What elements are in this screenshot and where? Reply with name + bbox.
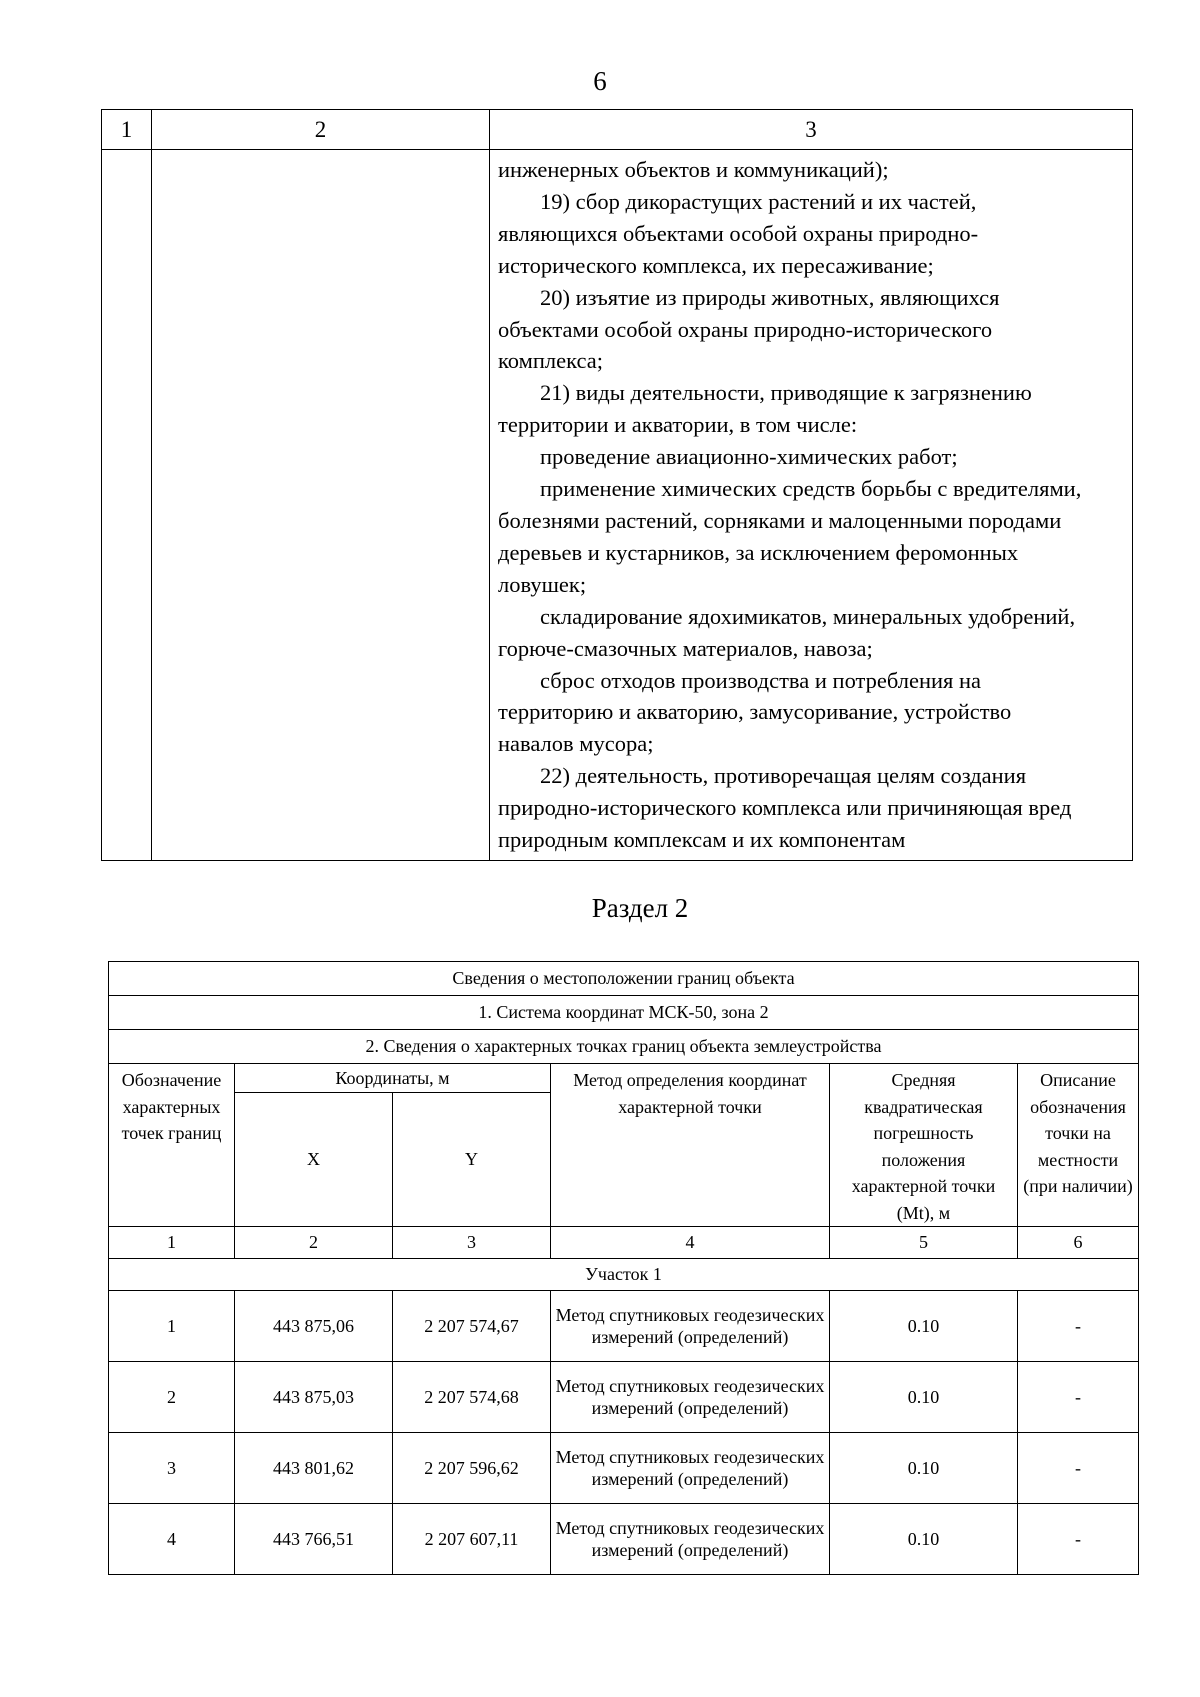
header-col-3: 3 <box>490 110 1133 150</box>
column-number: 3 <box>393 1227 551 1259</box>
text-line: территорию и акваторию, замусоривание, устройство <box>498 699 1012 725</box>
text-line: комплекса; <box>498 348 603 374</box>
point-description: - <box>1018 1291 1139 1362</box>
point-y: 2 207 596,62 <box>393 1433 551 1504</box>
column-number: 2 <box>235 1227 393 1259</box>
header-y: Y <box>393 1093 551 1227</box>
header-x: X <box>235 1093 393 1227</box>
point-number: 4 <box>109 1504 235 1575</box>
text-line: территории и акватории, в том числе: <box>498 412 858 438</box>
point-x: 443 766,51 <box>235 1504 393 1575</box>
text-line: ловушек; <box>498 571 587 597</box>
point-description: - <box>1018 1433 1139 1504</box>
point-number: 3 <box>109 1433 235 1504</box>
table-title-row <box>109 962 1139 996</box>
text-line: 21) виды деятельности, приводящие к загрязнению <box>540 380 1032 406</box>
text-line: складирование ядохимикатов, минеральных удобрений, <box>540 603 1076 629</box>
point-method: Метод спутниковых геодезических измерений (определений) <box>551 1362 830 1433</box>
text-line: деревьев и кустарников, за исключением феромонных <box>498 539 1019 565</box>
point-error: 0.10 <box>830 1291 1018 1362</box>
text-line: инженерных объектов и коммуникаций); <box>498 157 889 182</box>
point-y: 2 207 607,11 <box>393 1504 551 1575</box>
column-number: 1 <box>109 1227 235 1259</box>
column-numbers-row <box>109 1227 1139 1259</box>
point-x: 443 875,03 <box>235 1362 393 1433</box>
point-x: 443 801,62 <box>235 1433 393 1504</box>
table-row <box>109 1504 1139 1575</box>
table-row <box>109 1291 1139 1362</box>
points-info-row <box>109 1030 1139 1064</box>
table-row <box>109 1433 1139 1504</box>
header-coordinates: Координаты, м <box>235 1064 551 1093</box>
empty-cell-col-2 <box>152 150 490 861</box>
column-number: 4 <box>551 1227 830 1259</box>
table-row <box>109 1362 1139 1433</box>
text-line: объектами особой охраны природно-исторического <box>498 316 993 342</box>
column-number: 5 <box>830 1227 1018 1259</box>
header-designation: Обозначение характерных точек границ <box>109 1064 235 1227</box>
section-title: Раздел 2 <box>591 893 689 923</box>
table-title: Сведения о местоположении границ объекта <box>109 962 1139 996</box>
text-line: сброс отходов производства и потребления на <box>540 667 982 693</box>
point-error: 0.10 <box>830 1433 1018 1504</box>
text-line: являющихся объектами особой охраны природно- <box>498 220 979 246</box>
text-line: 22) деятельность, противоречащая целям создания <box>540 763 1027 789</box>
header-description: Описание обозначения точки на местности (при наличии) <box>1018 1064 1139 1227</box>
point-x: 443 875,06 <box>235 1291 393 1362</box>
text-line: исторического комплекса, их пересаживание; <box>498 252 934 278</box>
plot-row <box>109 1259 1139 1291</box>
page-number: 6 <box>593 66 607 96</box>
points-info: 2. Сведения о характерных точках границ объекта землеустройства <box>109 1030 1139 1064</box>
restrictions-table-header <box>102 110 1133 150</box>
point-method: Метод спутниковых геодезических измерений (определений) <box>551 1504 830 1575</box>
text-line: горюче-смазочных материалов, навоза; <box>498 635 873 661</box>
text-line: навалов мусора; <box>498 731 654 757</box>
column-number: 6 <box>1018 1227 1139 1259</box>
point-method: Метод спутниковых геодезических измерений (определений) <box>551 1291 830 1362</box>
point-number: 1 <box>109 1291 235 1362</box>
text-line: проведение авиационно-химических работ; <box>540 444 958 470</box>
text-line: 19) сбор дикорастущих растений и их частей, <box>540 188 977 214</box>
point-error: 0.10 <box>830 1504 1018 1575</box>
header-method: Метод определения координат характерной точки <box>551 1064 830 1227</box>
header-col-1: 1 <box>102 110 152 150</box>
point-description: - <box>1018 1362 1139 1433</box>
point-number: 2 <box>109 1362 235 1433</box>
column-header-row <box>109 1064 1139 1093</box>
point-error: 0.10 <box>830 1362 1018 1433</box>
restrictions-text <box>490 150 1133 861</box>
text-line: применение химических средств борьбы с вредителями, <box>540 476 1082 502</box>
point-method: Метод спутниковых геодезических измерений (определений) <box>551 1433 830 1504</box>
point-y: 2 207 574,68 <box>393 1362 551 1433</box>
text-line: природно-исторического комплекса или причиняющая вред <box>498 795 1072 821</box>
header-col-2: 2 <box>152 110 490 150</box>
text-line: природным комплексам и их компонентам <box>498 827 906 853</box>
restrictions-table <box>101 109 1133 861</box>
text-line: 20) изъятие из природы животных, являющихся <box>540 284 1000 310</box>
coord-system: 1. Система координат МСК-50, зона 2 <box>109 996 1139 1030</box>
coord-system-row <box>109 996 1139 1030</box>
point-y: 2 207 574,67 <box>393 1291 551 1362</box>
empty-cell-col-1 <box>102 150 152 861</box>
point-description: - <box>1018 1504 1139 1575</box>
boundary-points-table <box>108 961 1139 1575</box>
text-line: болезнями растений, сорняками и малоценными породами <box>498 507 1062 533</box>
header-error: Средняя квадратическая погрешность положения характерной точки (Mt), м <box>830 1064 1018 1227</box>
plot-label: Участок 1 <box>109 1259 1139 1291</box>
restrictions-table-row <box>102 150 1133 861</box>
